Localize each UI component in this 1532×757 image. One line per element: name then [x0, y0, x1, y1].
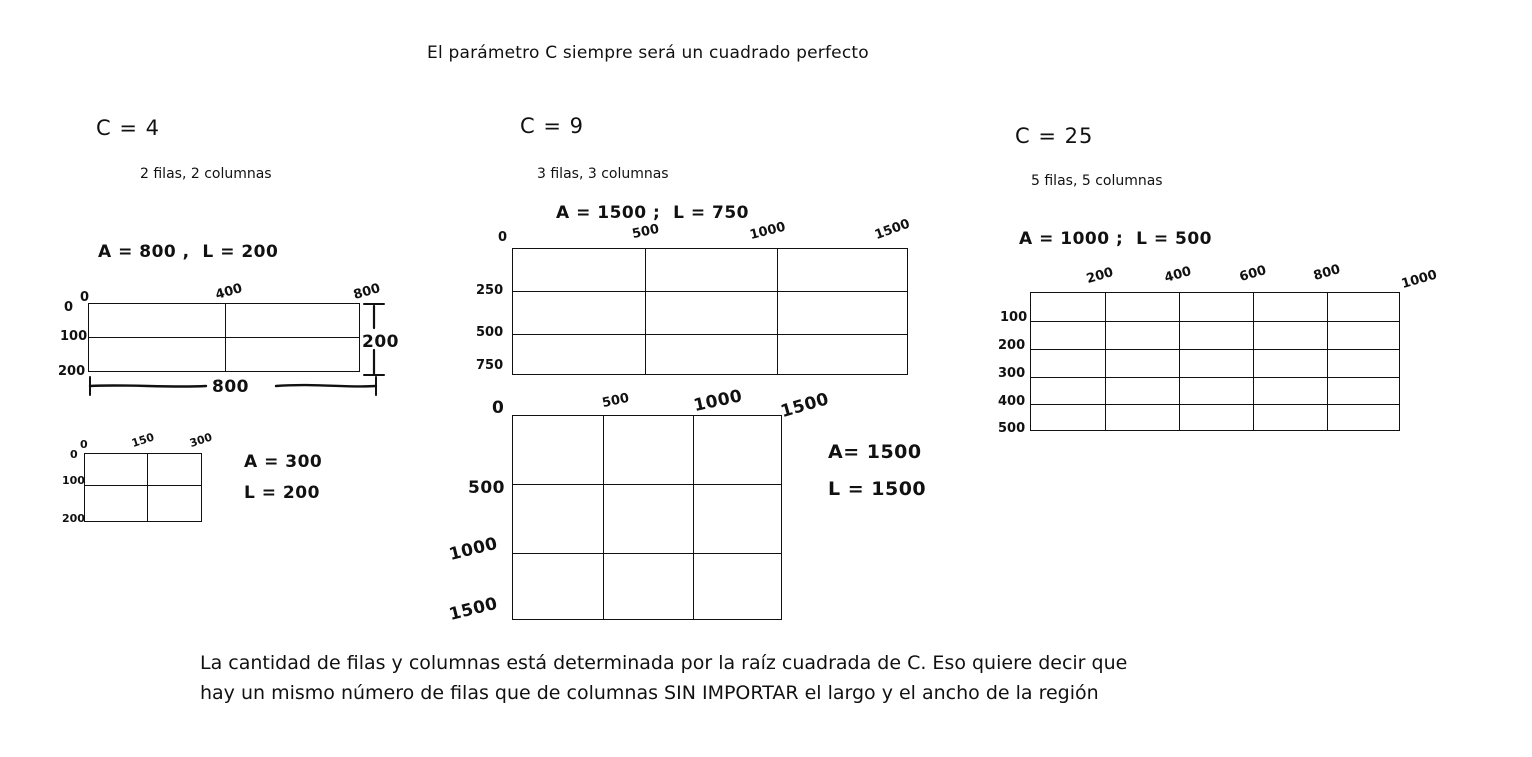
- example-2-fig-2-left-tick-1: 500: [468, 478, 505, 498]
- example-1-fig-2-top-tick-2: 300: [187, 430, 214, 450]
- example-2-fig-1-top-tick-2: 1000: [748, 219, 788, 243]
- example-1-fig-2-left-tick-1: 100: [62, 474, 85, 487]
- example-1-sub-label: 2 filas, 2 columnas: [140, 166, 272, 182]
- example-2-fig-1-top-tick-3: 1500: [872, 216, 913, 243]
- example-2-fig-2-top-tick-0: 0: [492, 398, 505, 418]
- example-2-fig-1-top-tick-1: 500: [630, 221, 661, 242]
- example-1-fig-1-left-tick-1: 100: [60, 329, 88, 344]
- grid-line-h: [1031, 404, 1399, 405]
- example-1-fig-1-top-tick-2: 800: [351, 281, 383, 303]
- grid-line-h: [513, 553, 781, 554]
- example-2-fig-1-top-tick-0: 0: [498, 230, 508, 245]
- example-1-fig-1-left-tick-2: 200: [58, 364, 86, 379]
- example-1-fig-1-dims: A = 800 , L = 200: [98, 242, 279, 262]
- caption-line-2: hay un mismo número de filas que de columnas SIN IMPORTAR el largo y el ancho de la región: [200, 682, 1099, 704]
- example-2-fig-1-left-tick-1: 250: [476, 283, 504, 298]
- grid-line-h: [1031, 349, 1399, 350]
- grid-line-h: [89, 337, 359, 338]
- example-1-fig-1-top-tick-0: 0: [80, 290, 90, 305]
- example-2-c-label: C = 9: [520, 114, 584, 138]
- example-1-fig-2-grid: [84, 453, 202, 522]
- grid-line-h: [1031, 377, 1399, 378]
- example-1-fig-2-left-tick-0: 0: [70, 448, 78, 461]
- grid-line-h: [513, 484, 781, 485]
- example-2-fig-2-left-tick-2: 1000: [447, 533, 500, 565]
- grid-line-v: [1179, 293, 1180, 430]
- example-3-fig-1-left-tick-1: 200: [998, 338, 1026, 353]
- example-3-fig-1-top-tick-4: 1000: [1399, 267, 1439, 292]
- grid-line-v: [1327, 293, 1328, 430]
- grid-line-v: [147, 454, 148, 521]
- example-2-fig-1-left-tick-2: 500: [476, 325, 504, 340]
- page-title: El parámetro C siempre será un cuadrado perfecto: [427, 43, 869, 63]
- example-3-fig-1-left-tick-4: 500: [998, 421, 1026, 436]
- example-1-fig-2-dims-l: L = 200: [244, 483, 320, 503]
- example-1-c-label: C = 4: [96, 116, 160, 140]
- example-2-fig-2-grid: [512, 415, 782, 620]
- caption-line-1: La cantidad de filas y columnas está determinada por la raíz cuadrada de C. Eso quiere decir que: [200, 652, 1128, 674]
- example-2-fig-2-dims-l: L = 1500: [828, 478, 927, 500]
- example-1-fig-1-left-tick-0: 0: [64, 300, 74, 315]
- example-3-fig-1-left-tick-2: 300: [998, 366, 1026, 381]
- example-3-fig-1-top-tick-0: 200: [1084, 265, 1116, 287]
- example-1-fig-1-width-label: 800: [212, 377, 249, 397]
- grid-line-h: [513, 334, 907, 335]
- example-1-fig-2-left-tick-2: 200: [62, 512, 85, 525]
- example-3-fig-1-top-tick-3: 800: [1311, 262, 1343, 284]
- example-2-sub-label: 3 filas, 3 columnas: [537, 166, 669, 182]
- example-2-fig-1-grid: [512, 248, 908, 375]
- example-3-fig-1-left-tick-3: 400: [998, 394, 1026, 409]
- example-2-fig-2-top-tick-1: 500: [600, 390, 631, 411]
- example-3-sub-label: 5 filas, 5 columnas: [1031, 173, 1163, 189]
- grid-line-v: [225, 304, 226, 371]
- example-1-fig-1-top-tick-1: 400: [213, 281, 245, 303]
- grid-line-v: [693, 416, 694, 619]
- grid-line-v: [603, 416, 604, 619]
- example-2-fig-1-dims: A = 1500 ; L = 750: [556, 203, 750, 223]
- grid-line-v: [1105, 293, 1106, 430]
- example-1-fig-2-dims-a: A = 300: [244, 452, 323, 472]
- example-3-fig-1-top-tick-2: 600: [1237, 263, 1269, 285]
- example-3-c-label: C = 25: [1015, 124, 1094, 148]
- example-2-fig-2-dims-a: A= 1500: [828, 441, 922, 463]
- grid-line-v: [1253, 293, 1254, 430]
- example-3-fig-1-dims: A = 1000 ; L = 500: [1019, 229, 1213, 249]
- example-1-fig-2-top-tick-0: 0: [80, 438, 88, 451]
- example-2-fig-2-top-tick-2: 1000: [691, 386, 745, 416]
- grid-line-h: [1031, 321, 1399, 322]
- grid-line-v: [777, 249, 778, 374]
- example-2-fig-1-left-tick-3: 750: [476, 358, 504, 373]
- example-1-fig-1-grid: [88, 303, 360, 372]
- example-1-fig-2-top-tick-1: 150: [129, 430, 156, 450]
- example-2-fig-2-left-tick-3: 1500: [447, 593, 500, 625]
- grid-line-h: [513, 291, 907, 292]
- grid-line-v: [645, 249, 646, 374]
- example-3-fig-1-grid: [1030, 292, 1400, 431]
- example-3-fig-1-top-tick-1: 400: [1162, 264, 1194, 286]
- grid-line-h: [85, 485, 201, 486]
- example-2-fig-2-top-tick-3: 1500: [778, 389, 832, 422]
- example-1-fig-1-height-label: 200: [362, 332, 399, 352]
- example-3-fig-1-left-tick-0: 100: [1000, 310, 1028, 325]
